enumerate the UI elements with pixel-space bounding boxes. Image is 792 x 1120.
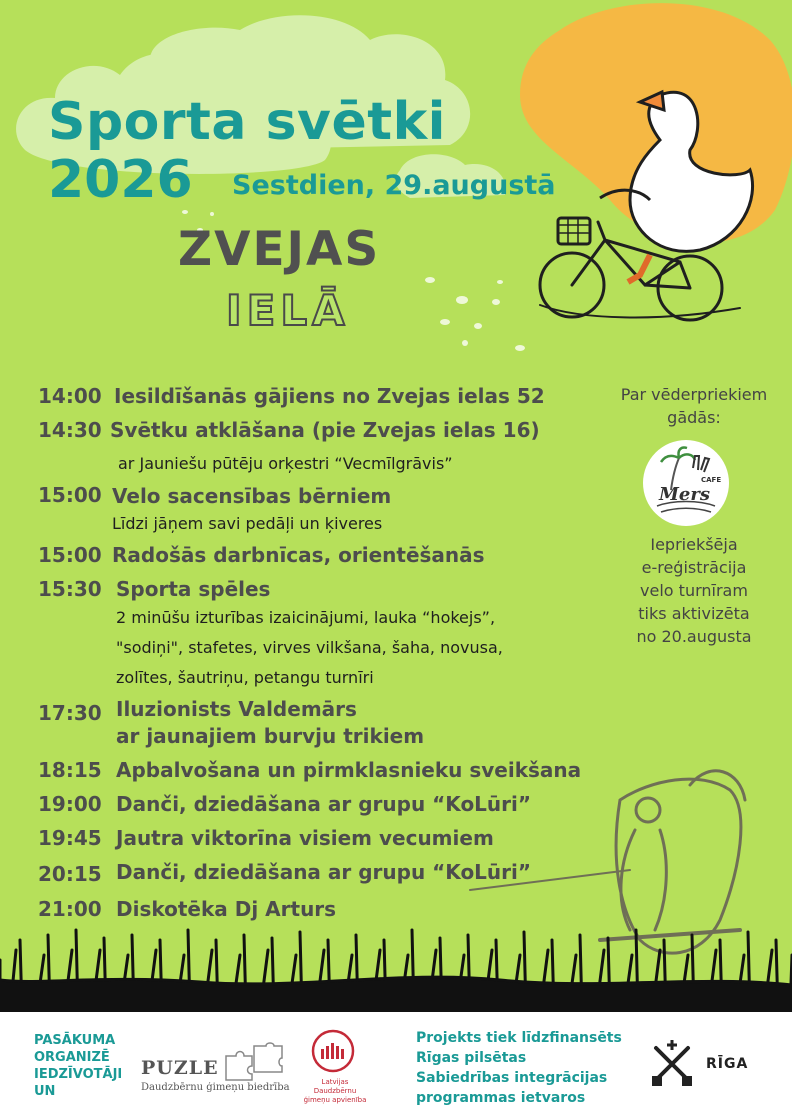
cafe-logo-text: Mers [659,484,710,505]
schedule-note: 2 minūšu izturības izaicinājumi, lauka “hokejs”, [116,608,496,627]
puzle-logo-subtitle: Daudzbērnu ģimeņu biedrība [141,1082,290,1093]
location-street: ZVEJAS [178,222,381,277]
association-line: Latvijas Daudzbērnu [313,1078,357,1095]
schedule-event: Radošās darbnīcas, orientēšanās [112,543,485,567]
schedule-event: Iluzionists Valdemārs [116,697,357,721]
food-sponsor-line2: gādās: [667,408,721,427]
funding-line: Rīgas pilsētas [416,1050,527,1066]
puzzle-pieces-icon [222,1042,286,1082]
food-sponsor-line1: Par vēderpriekiem [620,385,768,404]
schedule-time: 15:00 [38,483,102,507]
riga-logo-text: RĪGA [706,1056,749,1072]
event-year: 2026 [48,150,193,210]
funding-line: Projekts tiek līdzfinansēts [416,1030,622,1046]
schedule-time: 19:45 [38,826,102,850]
cafe-logo [643,440,729,526]
funding-line: programmas ietvaros [416,1090,586,1106]
schedule-event: Apbalvošana un pirmklasnieku sveikšana [116,758,582,782]
schedule-event: Iesildīšanās gājiens no Zvejas ielas 52 [114,384,545,408]
registration-line: velo turnīram [640,581,748,600]
event-date: Sestdien, 29.augustā [232,170,556,201]
association-line: ģimeņu apvienība [303,1096,367,1104]
food-sponsor-label [596,383,792,429]
schedule-note: Līdzi jāņem savi pedāļi un ķiveres [112,514,383,533]
schedule-time: 20:15 [38,862,102,886]
schedule-note: "sodiņi", stafetes, virves vilkšana, šaha, novusa, [116,638,503,657]
funding-statement [416,1028,622,1108]
organizer-line: IEDZĪVOTĀJI [34,1067,123,1082]
schedule-time: 15:30 [38,577,102,601]
schedule-time: 21:00 [38,897,102,921]
schedule-time: 19:00 [38,792,102,816]
family-association-name [300,1078,370,1105]
event-title: Sporta svētki [48,92,446,152]
funding-line: Sabiedrības integrācijas [416,1070,608,1086]
registration-info [596,533,792,648]
schedule-time: 14:00 [38,384,102,408]
schedule-note: zolītes, šautriņu, petangu turnīri [116,668,374,687]
location-street-suffix: IELĀ [226,286,350,335]
organizer-line: ORGANIZĒ [34,1050,110,1065]
grass-silhouette [0,930,792,1012]
schedule-event: Sporta spēles [116,577,271,601]
registration-line: tiks aktivizēta [638,604,750,623]
registration-line: Iepriekšēja [650,535,738,554]
schedule-event: Svētku atklāšana (pie Zvejas ielas 16) [110,418,540,442]
footer [0,1012,792,1120]
schedule-event: Velo sacensības bērniem [112,484,392,508]
registration-line: no 20.augusta [636,627,752,646]
organizer-label [34,1032,122,1100]
schedule-time: 15:00 [38,543,102,567]
schedule-event: Danči, dziedāšana ar grupu “KoLūri” [116,792,532,816]
schedule-time: 14:30 [38,418,102,442]
organizer-line: PASĀKUMA [34,1033,116,1048]
organizer-line: UN [34,1084,56,1099]
schedule-time: 17:30 [38,701,102,725]
riga-crest-icon [648,1040,696,1088]
schedule-event: Jautra viktorīna visiem vecumiem [116,826,494,850]
puzle-logo-title: PUZLE [141,1057,219,1079]
schedule-note: ar Jauniešu pūtēju orķestri “Vecmīlgrāvis” [118,454,453,473]
registration-line: e-reģistrācija [641,558,747,577]
family-association-icon [311,1029,355,1073]
schedule-event: Diskotēka Dj Arturs [116,897,337,921]
schedule-event: Danči, dziedāšana ar grupu “KoLūri” [116,860,532,884]
schedule-event-line2: ar jaunajiem burvju trikiem [116,724,425,748]
cafe-logo-small: CAFE [701,476,722,484]
schedule-time: 18:15 [38,758,102,782]
